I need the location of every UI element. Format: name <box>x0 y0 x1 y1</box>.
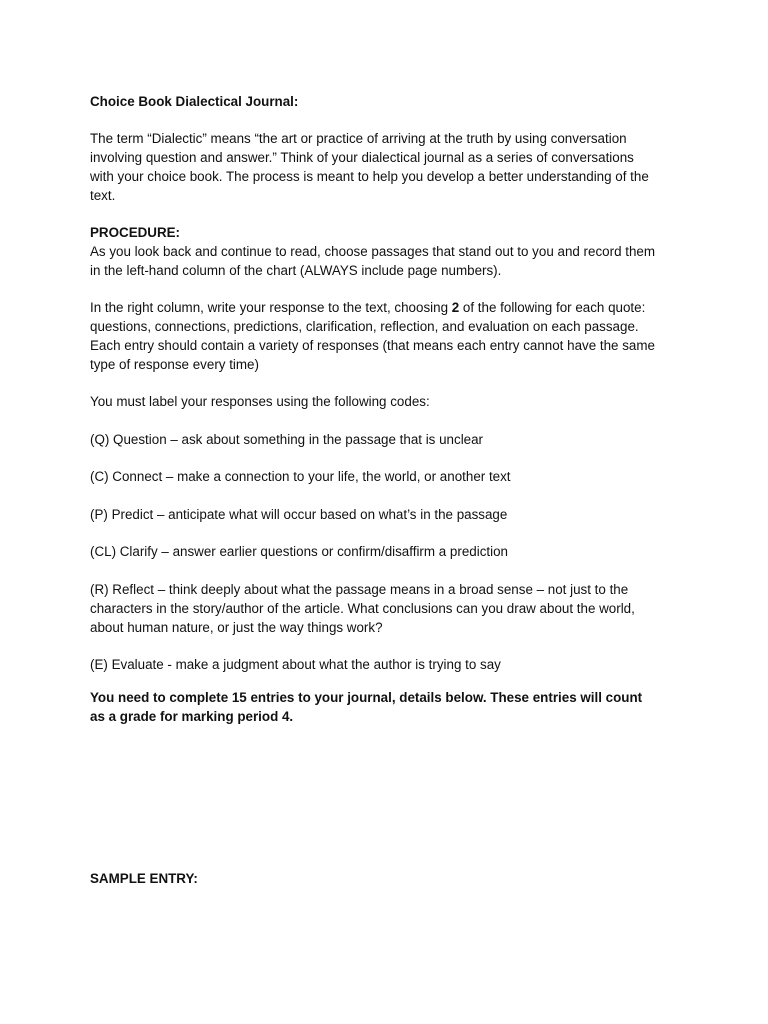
response-intro-line-2: questions, connections, predictions, clarification, reflection, and evaluation on each passage. <box>90 319 639 334</box>
response-intro-text-before: In the right column, write your response to the text, choosing <box>90 300 452 315</box>
code-reflect-line-2: characters in the story/author of the article. What conclusions can you draw about the world, <box>90 601 635 616</box>
intro-line-1: The term “Dialectic” means “the art or practice of arriving at the truth by using conversation <box>90 131 627 146</box>
procedure-line-1: As you look back and continue to read, choose passages that stand out to you and record them <box>90 244 656 259</box>
response-intro-line-1 <box>90 298 645 317</box>
response-count-bold: 2 <box>451 300 460 315</box>
response-intro-text-after: of the following for each quote: <box>459 300 646 315</box>
intro-line-4: text. <box>90 188 116 203</box>
code-connect: (C) Connect – make a connection to your life, the world, or another text <box>90 469 511 484</box>
document-title: Choice Book Dialectical Journal: <box>90 94 299 109</box>
code-evaluate: (E) Evaluate - make a judgment about what the author is trying to say <box>90 657 501 672</box>
code-question: (Q) Question – ask about something in the passage that is unclear <box>90 432 484 447</box>
intro-line-3: with your choice book. The process is meant to help you develop a better understanding of the <box>90 169 649 184</box>
procedure-line-2: in the left-hand column of the chart (ALWAYS include page numbers). <box>90 263 502 278</box>
procedure-heading: PROCEDURE: <box>90 225 181 240</box>
code-reflect-line-3: about human nature, or just the way things work? <box>90 620 383 635</box>
requirement-line-1: You need to complete 15 entries to your journal, details below. These entries will count <box>90 690 643 705</box>
intro-line-2: involving question and answer.” Think of your dialectical journal as a series of conversations <box>90 150 634 165</box>
requirement-line-2: as a grade for marking period 4. <box>90 709 294 724</box>
response-intro-line-4: type of response every time) <box>90 357 259 372</box>
codes-intro: You must label your responses using the following codes: <box>90 394 430 409</box>
response-intro-line-3: Each entry should contain a variety of responses (that means each entry cannot have the same <box>90 338 655 353</box>
code-predict: (P) Predict – anticipate what will occur based on what’s in the passage <box>90 507 508 522</box>
sample-entry-heading: SAMPLE ENTRY: <box>90 871 198 886</box>
code-clarify: (CL) Clarify – answer earlier questions or confirm/disaffirm a prediction <box>90 544 508 559</box>
code-reflect-line-1: (R) Reflect – think deeply about what the passage means in a broad sense – not just to the <box>90 582 629 597</box>
